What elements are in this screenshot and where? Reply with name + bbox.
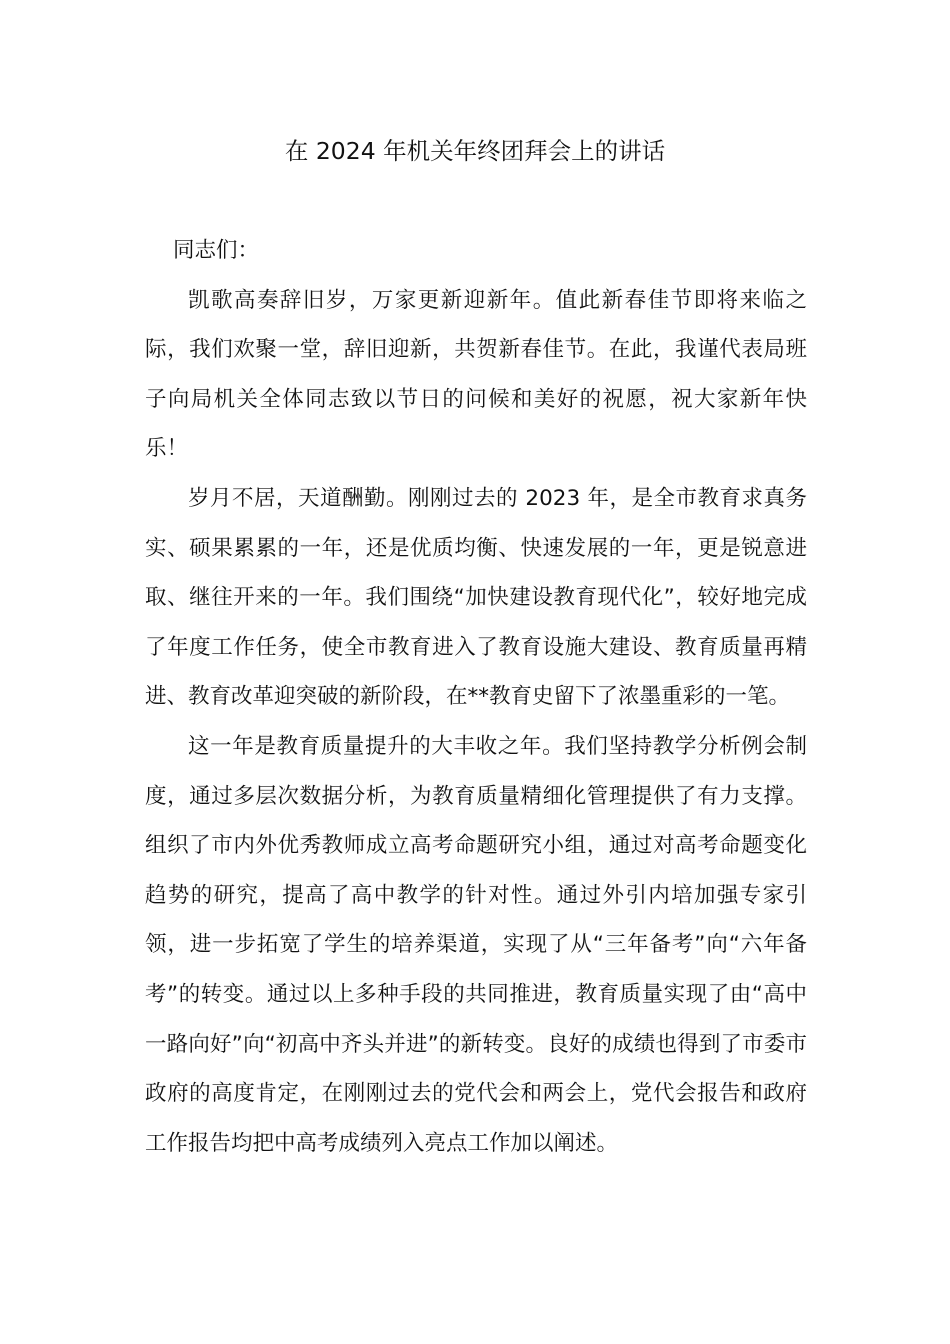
paragraph-2: 岁月不居，天道酬勤。刚刚过去的 2023 年，是全市教育求真务实、硕果累累的一年，还是优质均衡、快速发展的一年，更是锐意进取、继往开来的一年。我们围绕“加快建设教育现代化”，较好地完成了年度工作任务，使全市教育进入了教育设施大建设、教育质量再精进、教育改革迎突破的新阶段，在**教育史留下了浓墨重彩的一笔。 — [145, 485, 807, 710]
document-body — [145, 226, 807, 1168]
paragraph-1: 凯歌高奏辞旧岁，万家更新迎新年。值此新春佳节即将来临之际，我们欢聚一堂，辞旧迎新，共贺新春佳节。在此，我谨代表局班子向局机关全体同志致以节日的问候和美好的祝愿，祝大家新年快乐！ — [145, 287, 807, 462]
document-title: 在 2024 年机关年终团拜会上的讲话 — [284, 137, 666, 165]
paragraph-3: 这一年是教育质量提升的大丰收之年。我们坚持教学分析例会制度，通过多层次数据分析，为教育质量精细化管理提供了有力支撑。组织了市内外优秀教师成立高考命题研究小组，通过对高考命题变化趋势的研究，提高了高中教学的针对性。通过外引内培加强专家引领，进一步拓宽了学生的培养渠道，实现了从“三年备考”向“六年备考”的转变。通过以上多种手段的共同推进，教育质量实现了由“高中一路向好”向“初高中齐头并进”的新转变。良好的成绩也得到了市委市政府的高度肯定，在刚刚过去的党代会和两会上，党代会报告和政府工作报告均把中高考成绩列入亮点工作加以阐述。 — [145, 733, 807, 1156]
salutation: 同志们： — [172, 238, 259, 263]
